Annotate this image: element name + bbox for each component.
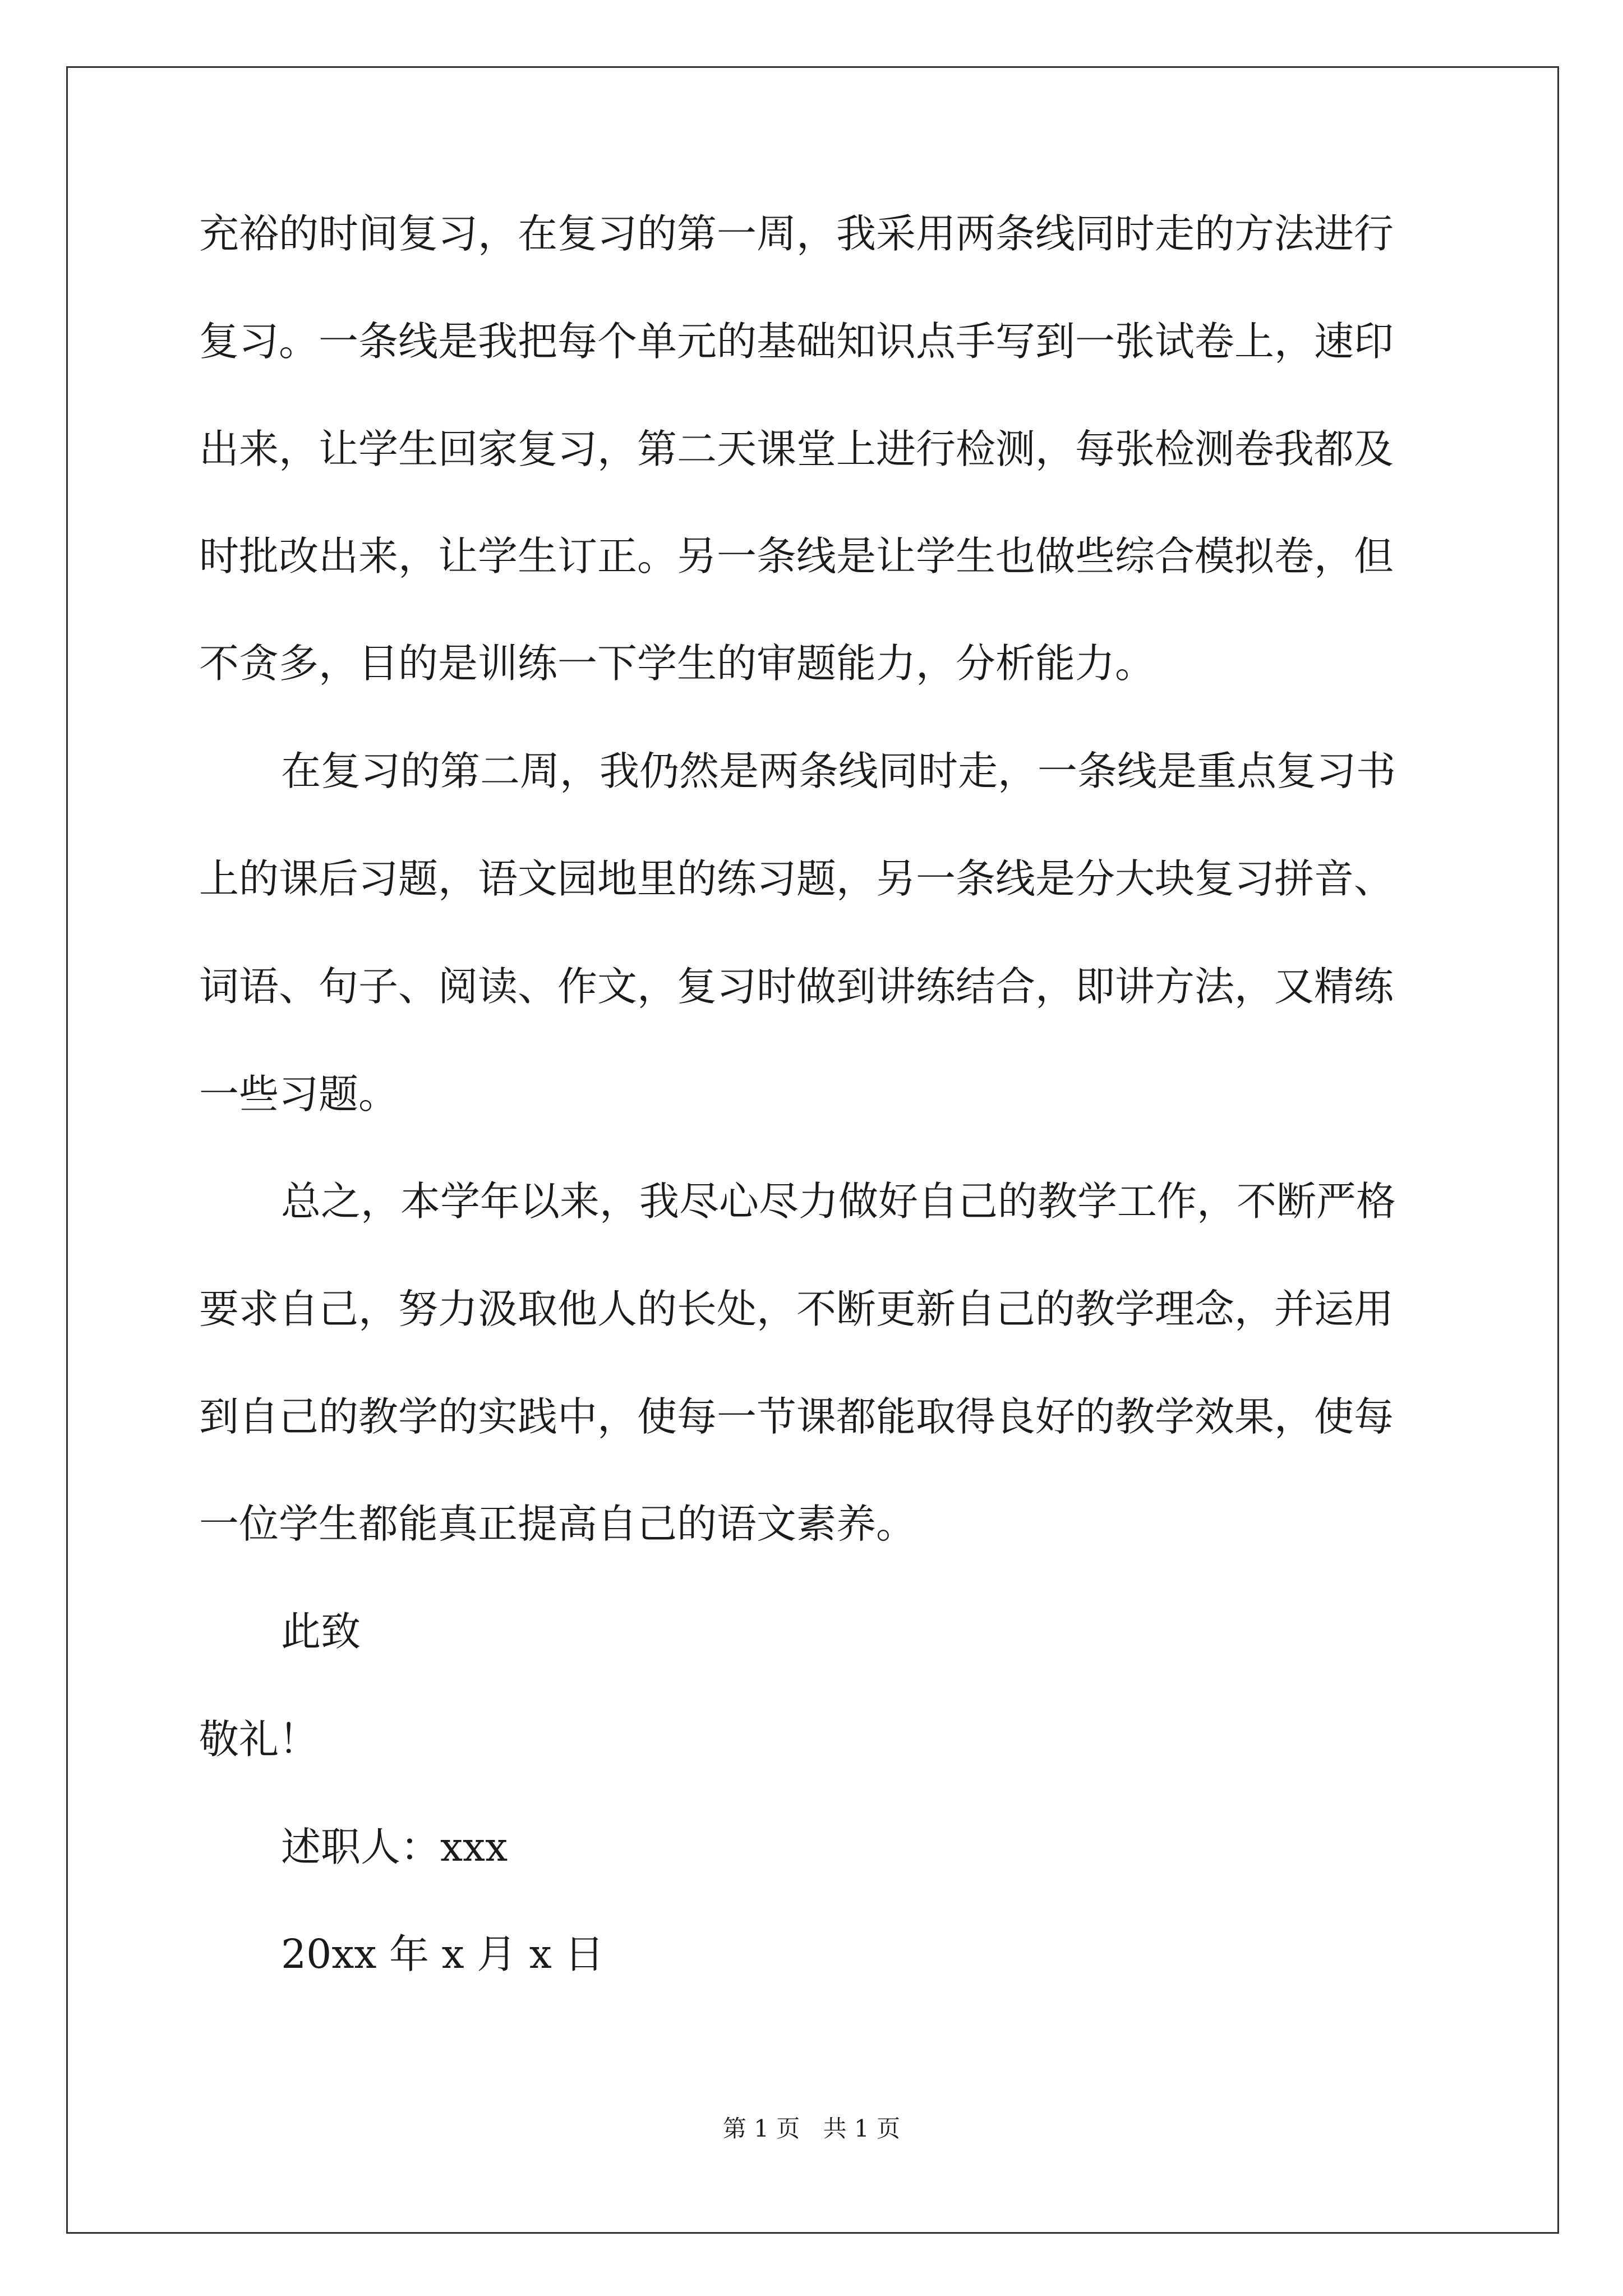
text-line: 上的课后习题，语文园地里的练习题，另一条线是分大块复习拼音、 <box>199 855 1394 902</box>
salutation-closing: 此致 <box>281 1608 361 1655</box>
date-line: 20xx 年 x 月 x 日 <box>281 1931 605 1977</box>
page-number: 第 1 页 <box>722 2115 800 2142</box>
signatory: 述职人：xxx <box>281 1824 508 1870</box>
text-line: 一些习题。 <box>199 1071 399 1117</box>
text-line: 出来，让学生回家复习，第二天课堂上进行检测，每张检测卷我都及 <box>199 426 1394 472</box>
text-line: 复习。一条线是我把每个单元的基础知识点手写到一张试卷上，速印 <box>199 318 1394 365</box>
page-footer <box>0 2114 1623 2144</box>
text-line: 总之，本学年以来，我尽心尽力做好自己的教学工作，不断严格 <box>281 1178 1396 1225</box>
text-line: 不贪多，目的是训练一下学生的审题能力，分析能力。 <box>199 640 1155 687</box>
text-line: 词语、句子、阅读、作文，复习时做到讲练结合，即讲方法，又精练 <box>199 963 1394 1010</box>
salutation-regards: 敬礼！ <box>199 1716 319 1763</box>
text-line: 要求自己，努力汲取他人的长处，不断更新自己的教学理念，并运用 <box>199 1286 1394 1332</box>
page-total: 共 1 页 <box>823 2115 901 2142</box>
text-line: 时批改出来，让学生订正。另一条线是让学生也做些综合模拟卷，但 <box>199 533 1394 579</box>
text-line: 到自己的教学的实践中，使每一节课都能取得良好的教学效果，使每 <box>199 1393 1394 1440</box>
text-line: 一位学生都能真正提高自己的语文素养。 <box>199 1501 916 1547</box>
text-line: 在复习的第二周，我仍然是两条线同时走，一条线是重点复习书 <box>281 748 1396 794</box>
page-border <box>66 66 1559 2234</box>
text-line: 充裕的时间复习，在复习的第一周，我采用两条线同时走的方法进行 <box>199 210 1394 257</box>
